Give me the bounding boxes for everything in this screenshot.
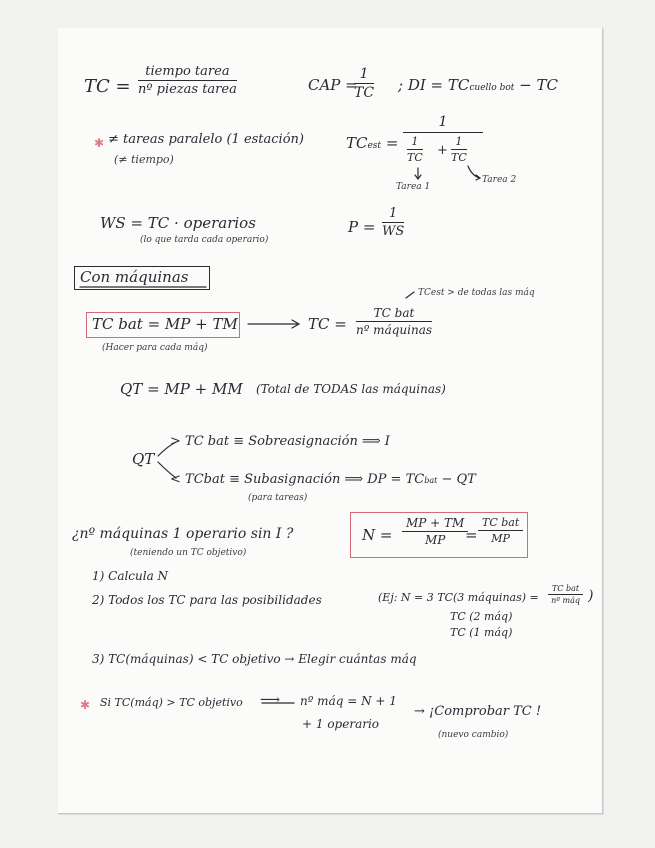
question-text: ¿nº máquinas 1 operario sin I ?: [72, 526, 294, 542]
final-result-1: nº máq = N + 1: [300, 694, 397, 708]
tcest-note: TCest > de todas las máq: [418, 288, 535, 298]
final-result-2: + 1 operario: [302, 717, 380, 731]
di-tail: − TC: [514, 76, 558, 94]
p-fraction: $\frac{1}{WS}$: [382, 206, 405, 239]
asterisk-icon-final: ✱: [80, 698, 91, 712]
question-note: (teniendo un TC objetivo): [130, 548, 247, 558]
step-2: 2) Todos los TC para las posibilidades: [92, 593, 322, 607]
di-sub: cuello bot: [469, 83, 515, 93]
di-text: ; DI = TC: [398, 76, 470, 94]
tcest-f2: $\frac{1}{TC}$: [451, 135, 467, 164]
cap-label: CAP =: [308, 76, 358, 94]
step-2-fraction: TC bat nº máq: [548, 584, 583, 605]
cap-numerator: 1: [354, 66, 374, 84]
tcest-label: TCest =: [346, 134, 399, 152]
tc-machines-fraction: TC bat nº máquinas: [356, 306, 433, 337]
n-label: N =: [362, 526, 393, 544]
tc-eq: TC =: [308, 315, 347, 333]
parallel-note: (≠ tiempo): [114, 153, 174, 166]
ws-note: (lo que tarda cada operario): [140, 235, 269, 245]
step-2-b: TC (2 máq): [450, 610, 513, 623]
n-fraction: $\frac{MP + TM}{MP}$: [402, 516, 468, 547]
tcbat-formula: TC bat = MP + TM: [92, 315, 238, 333]
qt-lower: < TCbat ≡ Subasignación ⟹ DP = TCbat − QT: [170, 472, 476, 487]
notebook-page: [58, 28, 603, 814]
step-3: 3) TC(máquinas) < TC objetivo → Elegir cuántas máq: [92, 652, 417, 666]
step-2-close: ): [588, 588, 594, 604]
tarea2-label: Tarea 2: [482, 175, 517, 185]
tc-denominator: nº piezas tarea: [138, 82, 237, 97]
tarea1-label: Tarea 1: [396, 182, 431, 192]
tcbat-note: (Hacer para cada máq): [102, 343, 208, 353]
final-result-3: → ¡Comprobar TC !: [414, 704, 542, 719]
qt-lower-note: (para tareas): [248, 493, 308, 503]
parallel-text: ≠ tareas paralelo (1 estación): [108, 132, 304, 147]
asterisk-icon: ✱: [94, 136, 105, 150]
step-2-c: TC (1 máq): [450, 626, 513, 639]
qt-root: QT: [132, 450, 155, 468]
n-eq: =: [465, 526, 478, 544]
tc-label: TC =: [84, 76, 131, 97]
tcest-f1: $\frac{1}{TC}$: [407, 135, 423, 164]
step-2-example: (Ej: N = 3 TC(3 máquinas) =: [378, 591, 539, 604]
ws-formula: WS = TC · operarios: [100, 214, 256, 232]
p-label: P =: [348, 218, 376, 236]
final-condition: Si TC(máq) > TC objetivo: [100, 696, 243, 709]
qt-note: (Total de TODAS las máquinas): [256, 382, 446, 396]
qt-upper: > TC bat ≡ Sobreasignación ⟹ I: [170, 434, 390, 449]
section-heading: Con máquinas: [80, 268, 189, 286]
final-arrow-icon: ⟶: [260, 692, 281, 708]
step-1: 1) Calcula N: [92, 569, 169, 583]
tc-numerator: tiempo tarea: [138, 64, 237, 81]
n2-fraction: TC bat MP: [478, 516, 523, 545]
tcest-numerator: 1: [403, 114, 483, 133]
final-note: (nuevo cambio): [438, 730, 509, 740]
cap-denominator: TC: [354, 85, 375, 101]
pen-strokes: [58, 28, 602, 813]
tcest-fraction: 1 $\frac{1}{TC}$ + $\frac{1}{TC}$: [403, 114, 483, 169]
qt-formula: QT = MP + MM: [120, 380, 243, 398]
